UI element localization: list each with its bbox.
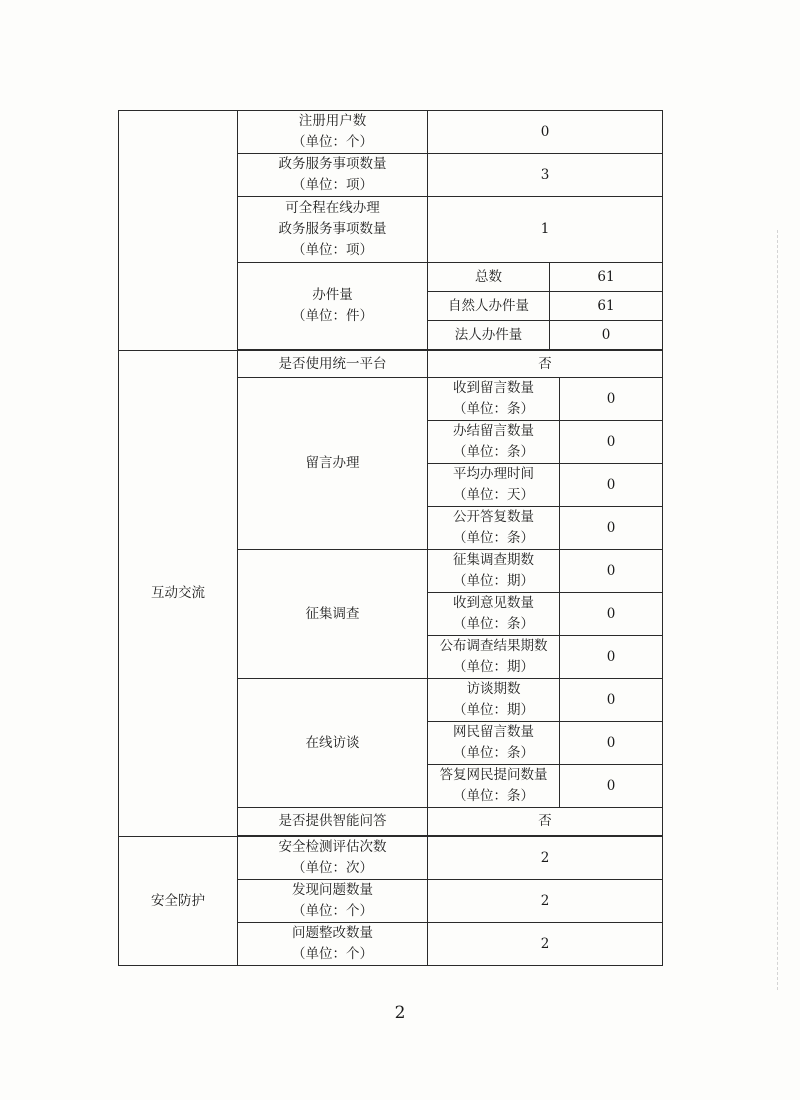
label-interviews: 在线访谈 [238,679,428,808]
value-smart-qa: 否 [428,808,663,836]
label-issues-fixed: 问题整改数量 （单位：个） [238,923,428,966]
value-messages-received: 0 [560,378,663,421]
label-smart-qa: 是否提供智能问答 [238,808,428,836]
section-cell-services [119,111,238,351]
value-handled-natural: 61 [550,292,663,321]
value-handled-legal: 0 [550,321,663,350]
label-surveys-periods: 征集调查期数 （单位：期） [428,550,560,593]
value-surveys-opinions: 0 [560,593,663,636]
value-surveys-results: 0 [560,636,663,679]
value-interviews-answers: 0 [560,765,663,808]
value-unified-platform: 否 [428,351,663,378]
scan-edge-line [777,230,778,990]
label-service-items: 政务服务事项数量 （单位：项） [238,154,428,197]
page-number: 2 [394,1003,406,1023]
value-messages-completed: 0 [560,421,663,464]
value-issues-fixed: 2 [428,923,663,966]
label-surveys: 征集调查 [238,550,428,679]
label-surveys-opinions: 收到意见数量 （单位：条） [428,593,560,636]
label-handled: 办件量 （单位：件） [238,263,428,350]
value-handled-total: 61 [550,263,663,292]
section-security: 安全防护 [119,837,238,966]
label-handled-legal: 法人办件量 [428,321,550,350]
label-messages: 留言办理 [238,378,428,550]
label-surveys-results: 公布调查结果期数 （单位：期） [428,636,560,679]
value-security-evaluations: 2 [428,837,663,880]
label-interviews-periods: 访谈期数 （单位：期） [428,679,560,722]
value-messages-avg-time: 0 [560,464,663,507]
label-security-evaluations: 安全检测评估次数 （单位：次） [238,837,428,880]
label-interviews-comments: 网民留言数量 （单位：条） [428,722,560,765]
label-messages-public: 公开答复数量 （单位：条） [428,507,560,550]
label-handled-natural: 自然人办件量 [428,292,550,321]
value-online-items: 1 [428,197,663,263]
statistics-table [118,110,663,966]
value-service-items: 3 [428,154,663,197]
value-messages-public: 0 [560,507,663,550]
label-unified-platform: 是否使用统一平台 [238,351,428,378]
label-handled-total: 总数 [428,263,550,292]
value-registered-users: 0 [428,111,663,154]
value-issues-found: 2 [428,880,663,923]
label-issues-found: 发现问题数量 （单位：个） [238,880,428,923]
label-online-items: 可全程在线办理 政务服务事项数量 （单位：项） [238,197,428,263]
label-messages-avg-time: 平均办理时间 （单位：天） [428,464,560,507]
label-messages-received: 收到留言数量 （单位：条） [428,378,560,421]
value-interviews-periods: 0 [560,679,663,722]
label-interviews-answers: 答复网民提问数量 （单位：条） [428,765,560,808]
section-interaction: 互动交流 [119,351,238,837]
value-interviews-comments: 0 [560,722,663,765]
label-messages-completed: 办结留言数量 （单位：条） [428,421,560,464]
value-surveys-periods: 0 [560,550,663,593]
label-registered-users: 注册用户数 （单位：个） [238,111,428,154]
